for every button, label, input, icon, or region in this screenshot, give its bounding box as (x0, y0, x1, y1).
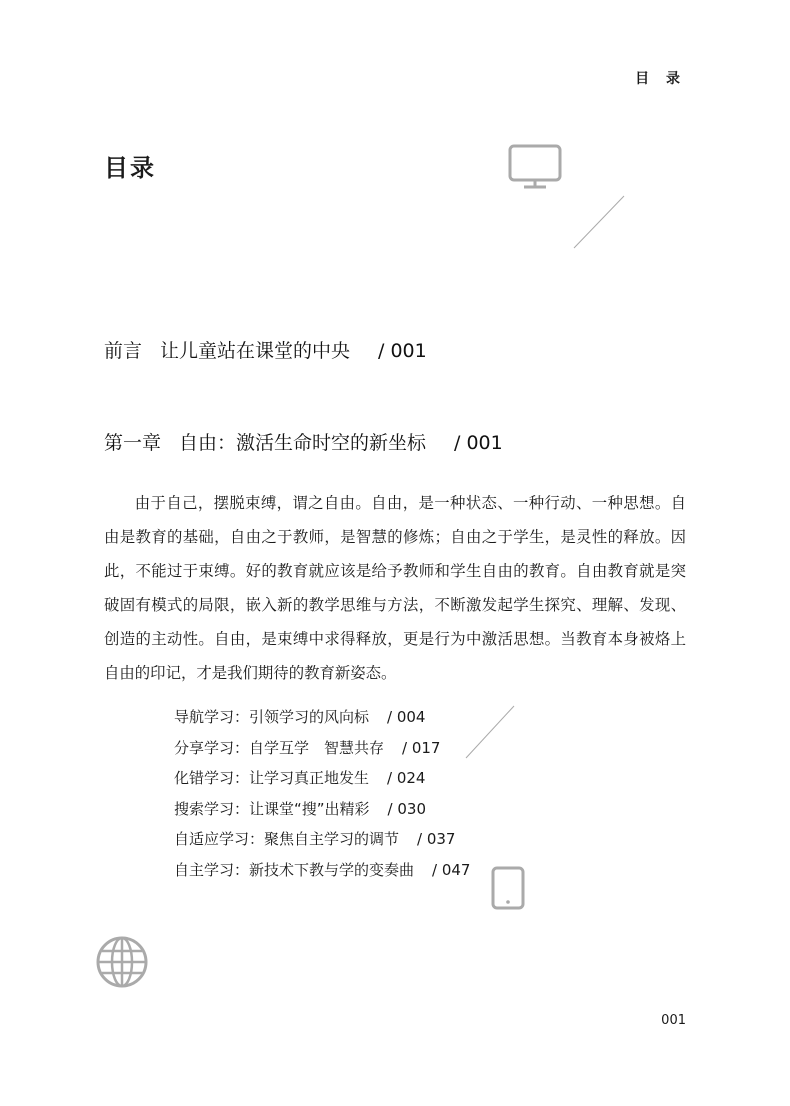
preface-title: 让儿童站在课堂的中央 (160, 340, 351, 362)
chapter-heading[interactable] (104, 428, 503, 455)
toc-item-title: 自适应学习：聚焦自主学习的调节 (174, 830, 400, 848)
toc-item-title: 导航学习：引领学习的风向标 (174, 708, 370, 726)
page-number: 001 (661, 1013, 686, 1028)
decorative-line-2 (462, 702, 520, 762)
toc-item-page: / 030 (387, 799, 426, 818)
chapter-page: / 001 (454, 432, 503, 454)
chapter-intro: 由于自己，摆脱束缚，谓之自由。自由，是一种状态、一种行动、一种思想。自由是教育的基础，自由之于教师，是智慧的修炼；自由之于学生，是灵性的释放。因此，不能过于束缚。好的教育就应该是给予教师和学生自由的教育。自由教育就是突破固有模式的局限，嵌入新的教学思维与方法，不断激发起学生探究、理解、发现、创造的主动性。自由，是束缚中求得释放，更是行为中激活思想。当教育本身被烙上自由的印记，才是我们期待的教育新姿态。 (104, 494, 686, 682)
toc-list (174, 702, 470, 885)
toc-item[interactable] (174, 702, 470, 733)
toc-item-page: / 017 (402, 738, 441, 757)
toc-item[interactable] (174, 794, 470, 825)
toc-item[interactable] (174, 855, 470, 886)
toc-item-page: / 037 (417, 830, 456, 848)
preface-label: 前言 (104, 340, 143, 362)
toc-item[interactable] (174, 824, 470, 855)
toc-item-title: 化错学习：让学习真正地发生 (174, 769, 370, 787)
toc-item[interactable] (174, 733, 470, 764)
running-header: 目 录 (635, 71, 686, 87)
preface-heading[interactable] (104, 336, 427, 363)
toc-item-title: 分享学习：自学互学 智慧共存 (174, 738, 385, 757)
tablet-icon (488, 864, 528, 912)
toc-item-title: 自主学习：新技术下教与学的变奏曲 (174, 860, 415, 879)
toc-item-page: / 004 (387, 708, 426, 726)
monitor-icon (506, 140, 566, 192)
decorative-line (570, 192, 630, 252)
toc-item-title: 搜索学习：让课堂“搜”出精彩 (174, 799, 370, 818)
globe-icon (94, 934, 150, 990)
toc-item-page: / 024 (387, 769, 426, 787)
preface-page: / 001 (378, 340, 427, 362)
toc-item-page: / 047 (432, 860, 471, 879)
chapter-label: 第一章 (104, 432, 162, 454)
page-title: 目录 (104, 154, 156, 182)
toc-item[interactable] (174, 763, 470, 794)
chapter-title: 自由：激活生命时空的新坐标 (179, 432, 427, 454)
